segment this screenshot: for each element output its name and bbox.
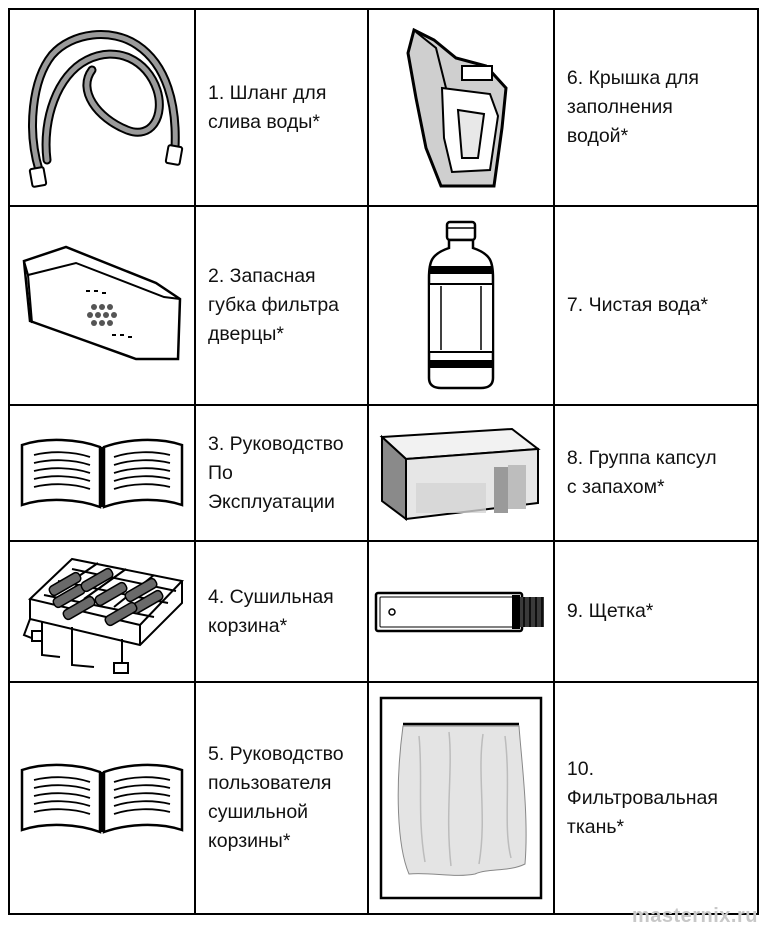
item-7-image-cell [368,206,554,404]
table-row [9,9,758,206]
filter-cloth-icon [379,696,543,900]
water-fill-cap-icon [386,18,536,198]
item-4-label: 4. Сушильная корзина* [207,585,334,637]
item-3-label-cell [195,405,368,541]
item-2-label: 2. Запасная губка фильтра дверцы* [207,265,340,346]
filter-sponge-icon [16,241,188,371]
drain-hose-icon [17,20,187,195]
item-10-image-cell [368,682,554,914]
table-row [9,405,758,541]
basket-manual-book-icon [16,758,188,838]
watermark-text: masternix.ru [631,905,758,927]
item-6-label-cell [554,9,758,206]
item-1-image-cell [9,9,195,206]
brush-icon [372,587,550,637]
item-6-image-cell [368,9,554,206]
drying-basket-icon [14,545,190,679]
manual-book-icon [16,433,188,513]
table-row [9,206,758,404]
item-4-image-cell [9,541,195,682]
table-row [9,682,758,914]
item-5-label-cell [195,682,368,914]
item-4-label-cell [195,541,368,682]
item-10-label: 10. Фильтровальная ткань* [566,757,718,838]
item-8-label: 8. Группа капсул с запахом* [566,447,717,498]
item-6-label: 6. Крышка для заполнения водой* [566,67,699,148]
item-1-label: 1. Шланг для слива воды* [207,81,327,133]
item-5-label: 5. Руководство пользователя сушильной корзины* [207,743,344,853]
item-3-label: 3. Руководство По Эксплуатации [207,432,344,513]
item-1-label-cell [195,9,368,206]
item-9-label: 9. Щетка* [566,600,654,623]
item-5-image-cell [9,682,195,914]
item-2-image-cell [9,206,195,404]
scent-capsule-box-icon [376,423,546,523]
item-10-label-cell [554,682,758,914]
table-row [9,541,758,682]
item-9-image-cell [368,541,554,682]
item-9-label-cell [554,541,758,682]
item-8-label-cell [554,405,758,541]
item-7-label: 7. Чистая вода* [566,294,709,317]
water-bottle-icon [421,218,501,393]
accessories-table [8,8,759,915]
item-7-label-cell [554,206,758,404]
item-8-image-cell [368,405,554,541]
item-2-label-cell [195,206,368,404]
item-3-image-cell [9,405,195,541]
